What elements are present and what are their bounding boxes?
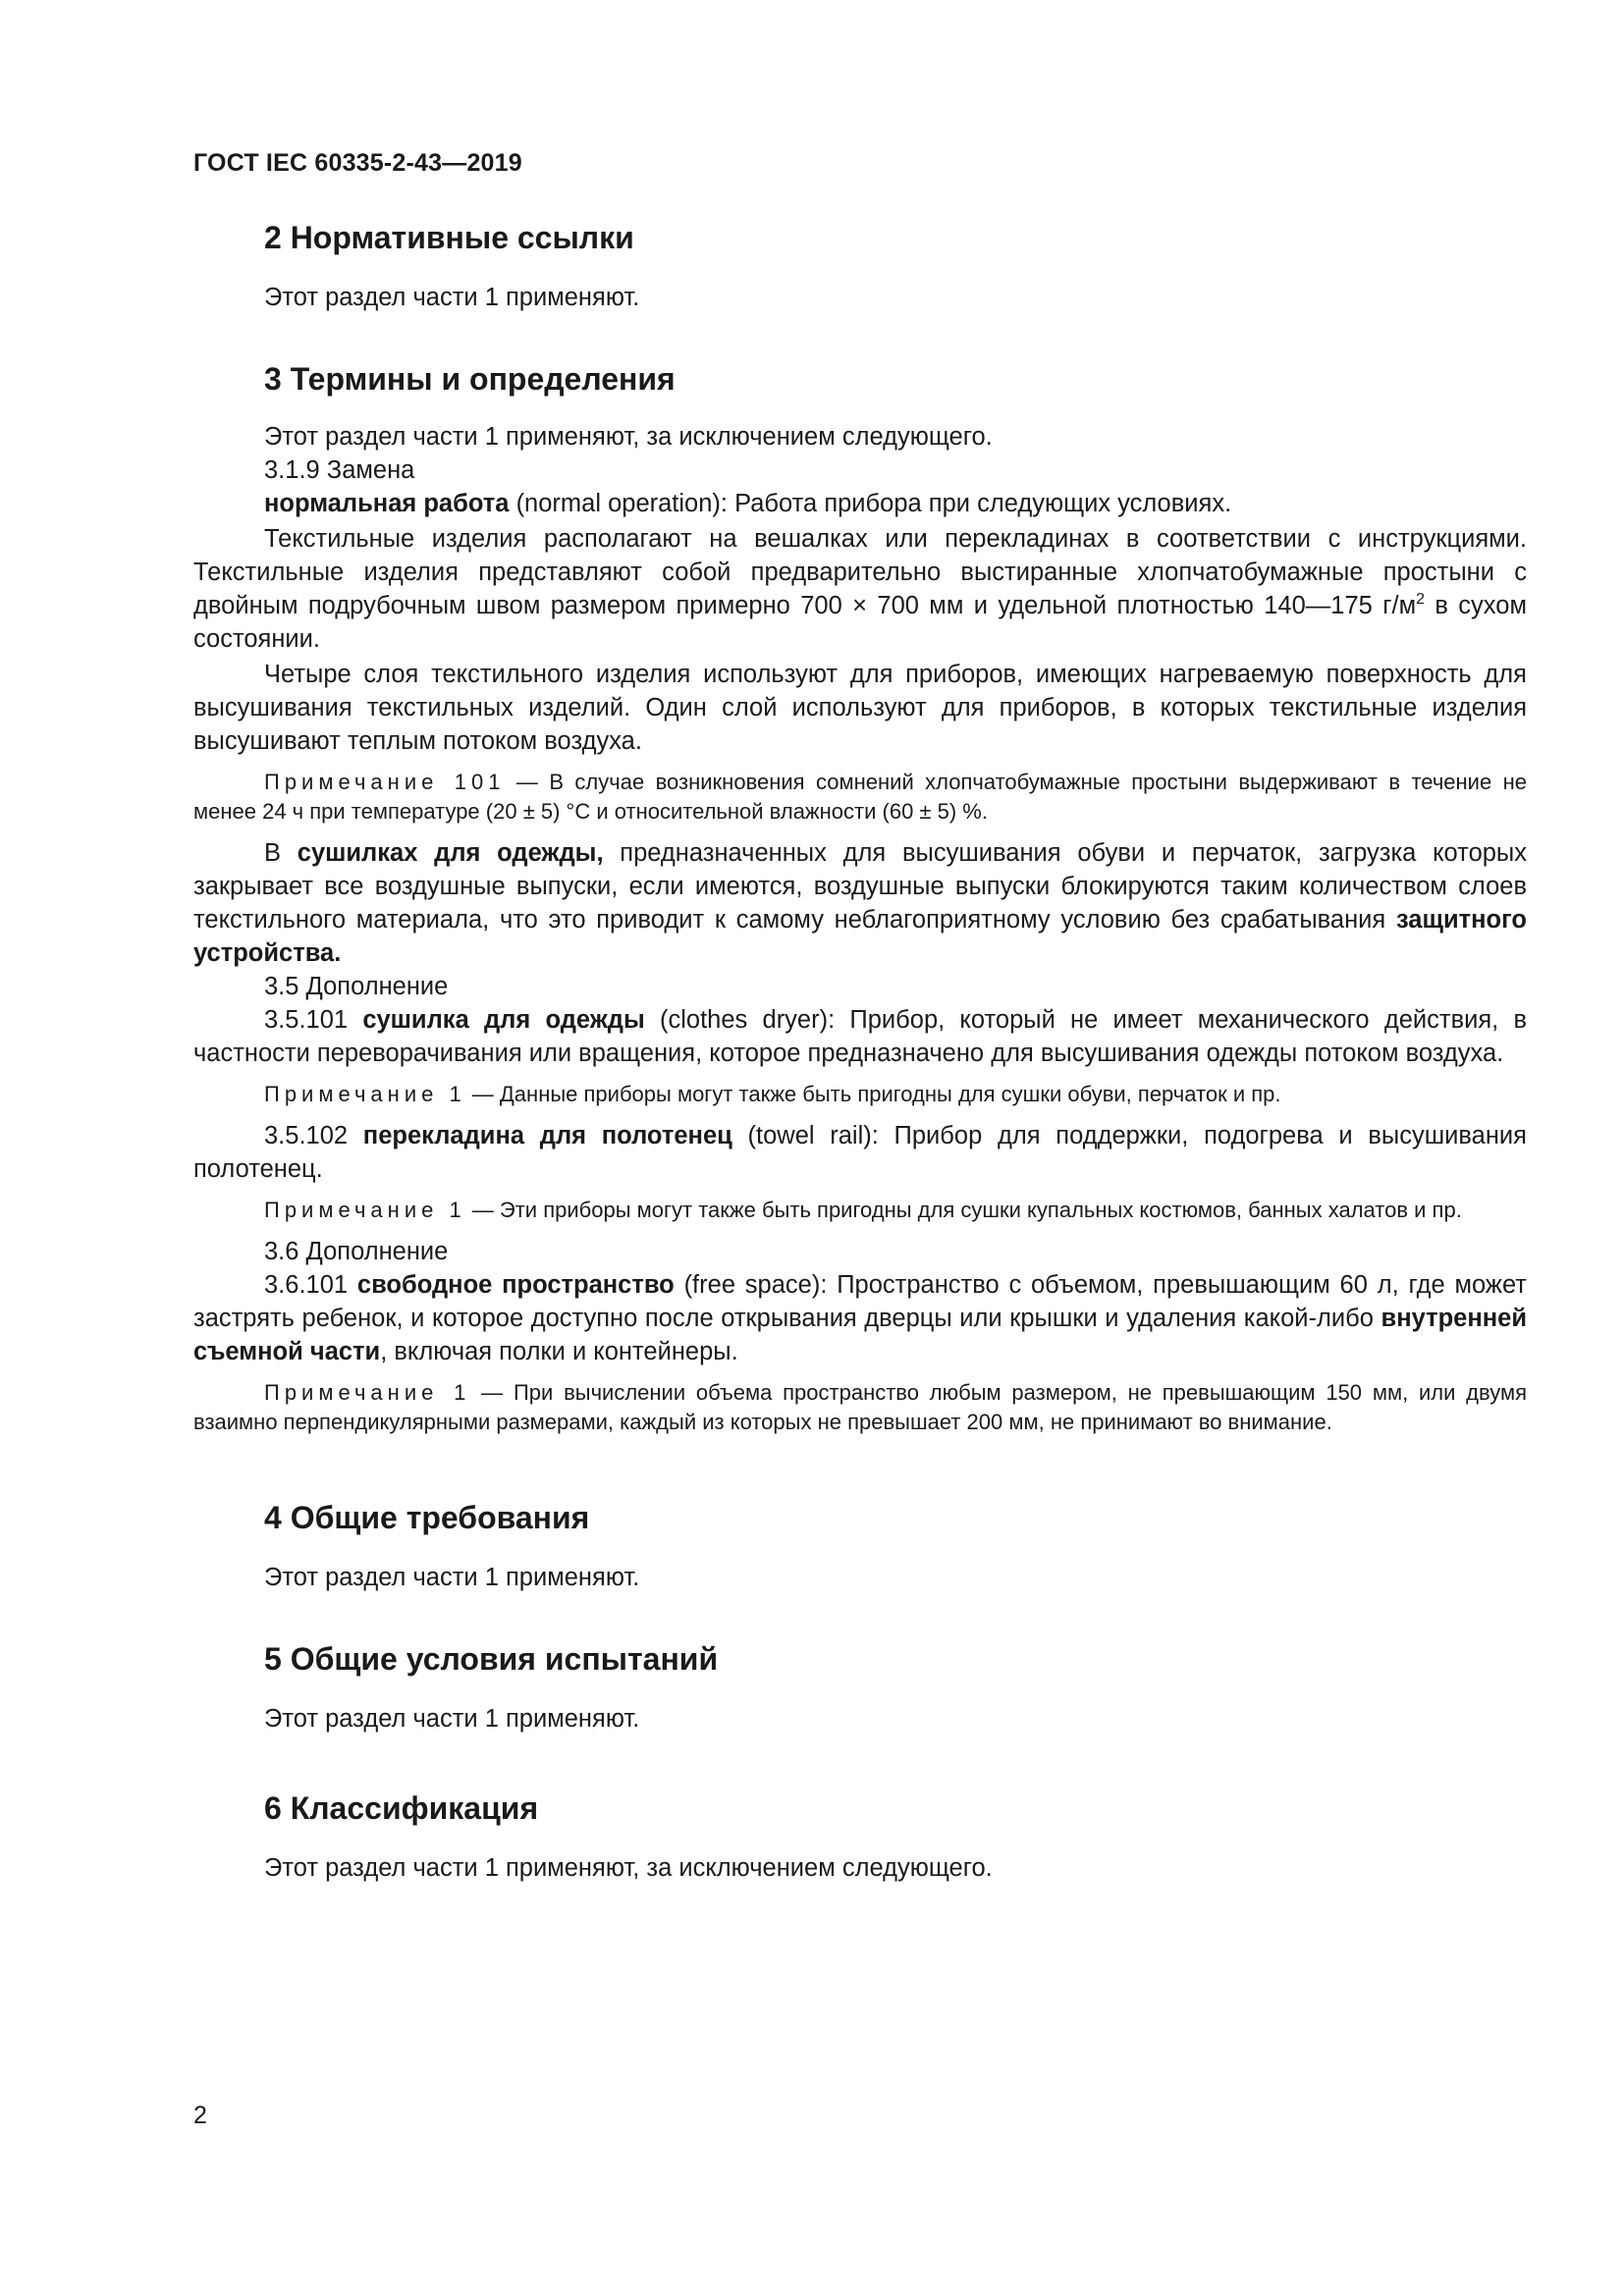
superscript-2: 2 xyxy=(1416,591,1426,608)
section-2-text: Этот раздел части 1 применяют. xyxy=(264,284,640,311)
term-normal-operation: нормальная работа xyxy=(264,490,510,517)
page-number: 2 xyxy=(193,2102,207,2129)
term-towel-rail: перекладина для полотенец xyxy=(362,1122,732,1149)
section-2-heading: 2 Нормативные ссылки xyxy=(264,220,634,255)
textiles-paragraph: Текстильные изделия располагают на вешалках или перекладинах в соответствии с инструкциями. Текстильные изделия представляют собой предварительно выстиранные хлопчатобумажные простыни с двойным подрубочным швом размером примерно 700 × 700 мм и удельной плотностью 140—175 $г/м^2$ в сухом состоянии. xyxy=(193,525,1527,653)
section-4-text: Этот раздел части 1 применяют. xyxy=(264,1564,640,1591)
term-detachable-part: внутренней съемной части xyxy=(193,1305,1527,1365)
section-4-heading: 4 Общие требования xyxy=(264,1500,590,1535)
term-clothes-dryers: сушилках для одежды, xyxy=(297,839,604,867)
section-6-heading: 6 Классификация xyxy=(264,1790,539,1826)
document-standard-id: ГОСТ IEC 60335-2-43—2019 xyxy=(193,149,522,177)
document-body xyxy=(193,216,1527,1885)
clause-3-1-9-label: 3.1.9 Замена xyxy=(264,456,415,484)
section-3-intro: Этот раздел части 1 применяют, за исключением следующего. xyxy=(264,423,993,451)
note-3-5-102: Примечание 1 — Эти приборы могут также быть пригодны для сушки купальных костюмов, банных халатов и пр. xyxy=(264,1198,1462,1222)
clothes-dryers-paragraph: В сушилках для одежды, предназначенных для высушивания обуви и перчаток, загрузка которых закрывает все воздушные выпуски, если имеются, воздушные выпуски блокируются таким количеством слоев текстильного материала, что это приводит к самому неблагоприятному условию без срабатывания защитного устройства. xyxy=(193,839,1528,967)
note-3-5-101: Примечание 1 — Данные приборы могут также быть пригодны для сушки обуви, перчаток и пр. xyxy=(264,1082,1281,1106)
clause-3-5-101: 3.5.101 сушилка для одежды (clothes dryer): Прибор, который не имеет механического действия, в частности переворачивания или вращения, которое предназначено для высушивания одежды потоком воздуха. xyxy=(193,1006,1528,1067)
section-5-heading: 5 Общие условия испытаний xyxy=(264,1641,719,1677)
term-clothes-dryer: сушилка для одежды xyxy=(362,1006,645,1034)
note-101: Примечание 101 — В случае возникновения сомнений хлопчатобумажные простыни выдерживают в течение не менее 24 ч при температуре (20 ± 5) °С и относительной влажности (60 ± 5) %. xyxy=(193,770,1527,824)
clause-3-6-label: 3.6 Дополнение xyxy=(264,1238,449,1265)
note-3-6-101: Примечание 1 — При вычислении объема пространство любым размером, не превышающим 150 мм, или двумя взаимно перпендикулярными размерами, каждый из которых не превышает 200 мм, не принимают во внимание. xyxy=(193,1380,1528,1434)
term-free-space: свободное пространство xyxy=(356,1271,675,1299)
section-3-heading: 3 Термины и определения xyxy=(264,361,676,397)
note-label: Примечание 1 xyxy=(264,1082,466,1106)
clause-3-6-101: 3.6.101 свободное пространство (free space): Пространство с объемом, превышающим 60 л, где может застрять ребенок, и которое доступно после открывания дверцы или крышки и удаления какой-либо внутренней съемной части, включая полки и контейнеры. xyxy=(193,1271,1527,1365)
section-6-text: Этот раздел части 1 применяют, за исключением следующего. xyxy=(264,1854,993,1882)
clause-3-5-102: 3.5.102 перекладина для полотенец (towel rail): Прибор для поддержки, подогрева и высушивания полотенец. xyxy=(193,1122,1527,1183)
note-101-label: Примечание 101 xyxy=(264,770,506,794)
layers-paragraph: Четыре слоя текстильного изделия используют для приборов, имеющих нагреваемую поверхность для высушивания текстильных изделий. Один слой используют для приборов, в которых текстильные изделия высушивают теплым потоком воздуха. xyxy=(193,661,1527,755)
clause-3-5-label: 3.5 Дополнение xyxy=(264,973,449,1000)
section-5-text: Этот раздел части 1 применяют. xyxy=(264,1705,640,1733)
term-protective-device: защитного устройства. xyxy=(193,906,1527,967)
normal-operation-definition: нормальная работа (normal operation): Работа прибора при следующих условиях. xyxy=(264,490,1232,517)
note-label: Примечание 1 xyxy=(264,1198,466,1222)
note-label: Примечание 1 xyxy=(264,1380,471,1405)
